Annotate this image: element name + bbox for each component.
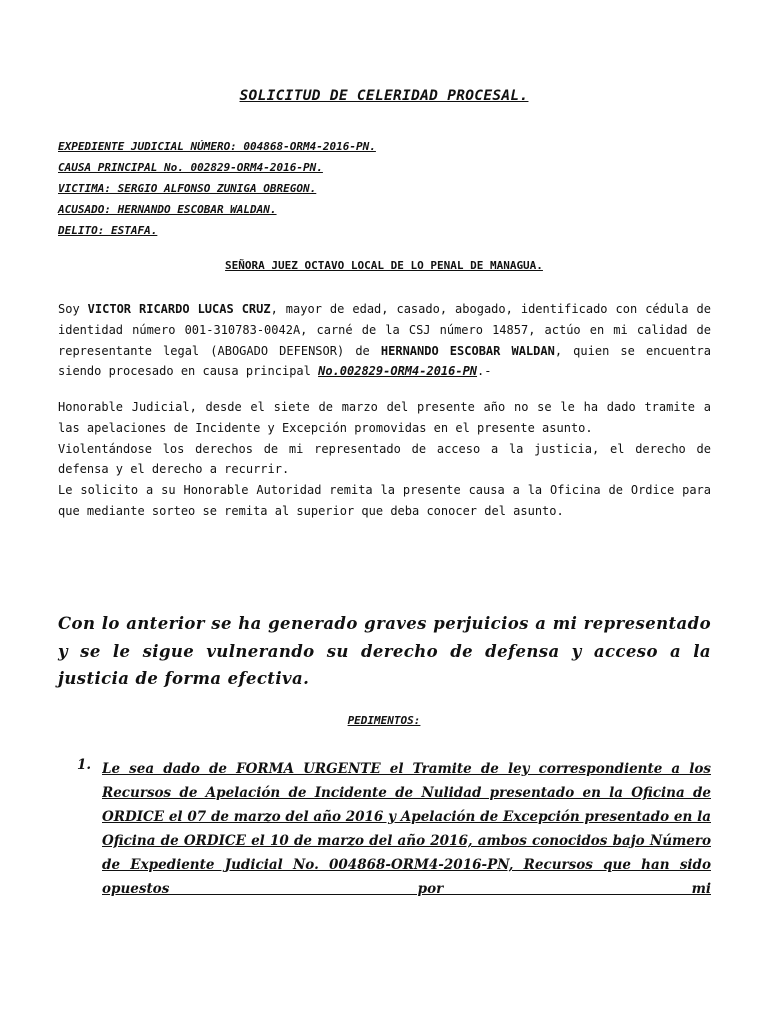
intro-text-2: , mayor de edad, casado, abogado, identificado con cédula de identidad número 001-310783-0042A, carné de la CSJ número 14857, actúo en mi calidad de representante legal (ABOGADO DEFENSOR) de: [58, 302, 711, 358]
accused-line: ACUSADO: HERNANDO ESCOBAR WALDAN.: [58, 203, 277, 216]
client-name: HERNANDO ESCOBAR WALDAN: [380, 343, 555, 358]
intro-text-1: Soy: [58, 302, 88, 316]
main-case-number: CAUSA PRINCIPAL No. 002829-ORM4-2016-PN.: [58, 161, 323, 174]
case-file-number: EXPEDIENTE JUDICIAL NÚMERO: 004868-ORM4-2016-PN.: [58, 140, 376, 153]
request-line-1: Honorable Judicial, desde el siete de marzo del presente año no se le ha dado tramite a las apelaciones de Incidente y Excepción promovidas en el presente asunto.: [58, 400, 711, 435]
offense-line: DELITO: ESTAFA.: [58, 224, 158, 237]
pedimentos-heading: PEDIMENTOS:: [347, 714, 421, 727]
pedimento-number: 1.: [77, 757, 92, 773]
pedimento-text: Le sea dado de FORMA URGENTE el Tramite de ley correspondiente a los Recursos de Apelación de Incidente de Nulidad presentado en la Oficina de ORDICE el 07 de marzo del año 2016 y Apelación de Excepción presentado en la Oficina de ORDICE el 10 de marzo del año 2016, ambos conocidos bajo Número de Expediente Judicial No. 004868-ORM4-2016-PN, Recursos que han sido opuestos por mi: [102, 761, 711, 897]
lawyer-name: VICTOR RICARDO LUCAS CRUZ: [87, 302, 271, 316]
request-paragraph: [58, 397, 711, 522]
case-info-block: [58, 136, 718, 241]
emphasis-paragraph: Con lo anterior se ha generado graves perjuicios a mi representado y se le sigue vulnerando su derecho de defensa y acceso a la justicia de forma efectiva.: [58, 614, 711, 688]
salutation: SEÑORA JUEZ OCTAVO LOCAL DE LO PENAL DE MANAGUA.: [225, 259, 543, 272]
victim-line: VICTIMA: SERGIO ALFONSO ZUNIGA OBREGON.: [58, 182, 317, 195]
case-reference: No.002829-ORM4-2016-PN: [318, 364, 478, 379]
intro-text-3: , quien se encuentra siendo procesado en causa principal: [58, 343, 712, 379]
request-line-2: Violentándose los derechos de mi representado de acceso a la justicia, el derecho de defensa y el derecho a recurrir.: [58, 441, 711, 477]
request-line-3: Le solicito a su Honorable Autoridad remita la presente causa a la Oficina de Ordice para que mediante sorteo se remita al superior que deba conocer del asunto.: [58, 483, 711, 518]
intro-paragraph: [58, 299, 711, 382]
document-title: SOLICITUD DE CELERIDAD PROCESAL.: [239, 88, 529, 104]
intro-text-4: .-: [477, 364, 492, 379]
